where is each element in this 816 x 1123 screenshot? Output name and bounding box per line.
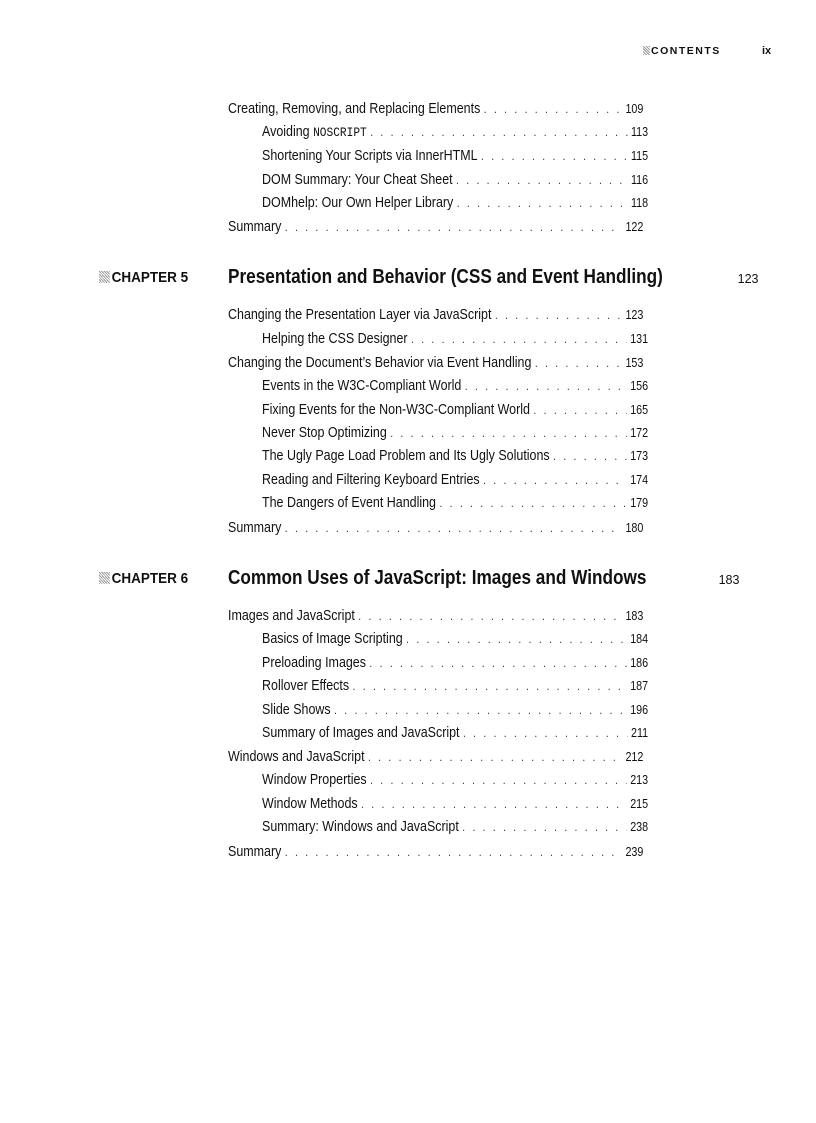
dot-leader bbox=[334, 699, 627, 721]
toc-entry-page: 184 bbox=[630, 632, 649, 646]
dot-leader bbox=[370, 769, 627, 791]
dot-leader bbox=[368, 746, 622, 768]
toc-entry-title: Events in the W3C-Compliant World bbox=[262, 378, 462, 394]
toc-entry-page: 215 bbox=[630, 797, 649, 811]
toc-entry-page: 239 bbox=[625, 845, 644, 859]
dot-leader bbox=[533, 399, 626, 421]
toc-entry[interactable] bbox=[262, 469, 648, 491]
toc-entry-page: 172 bbox=[630, 426, 649, 440]
toc-entry-title: Preloading Images bbox=[262, 655, 366, 671]
toc-entry-page: 213 bbox=[630, 773, 649, 787]
toc-entry[interactable] bbox=[262, 769, 648, 791]
toc-entry-page: 109 bbox=[625, 102, 644, 116]
toc-entry-page: 113 bbox=[630, 125, 649, 139]
toc-entry-code: NOSCRIPT bbox=[313, 125, 367, 140]
toc-entry[interactable] bbox=[262, 399, 648, 421]
toc-entry-page: 196 bbox=[630, 703, 649, 717]
toc-entry-title: Window Properties bbox=[262, 772, 367, 788]
toc-entry-title-text: Avoiding bbox=[262, 124, 314, 140]
toc-entry-title: The Dangers of Event Handling bbox=[262, 495, 437, 511]
toc-entry-title: Changing the Presentation Layer via JavaScript bbox=[228, 307, 492, 323]
toc-entry-title: Slide Shows bbox=[262, 702, 331, 718]
dot-leader bbox=[370, 121, 627, 143]
dot-leader bbox=[358, 605, 622, 627]
dot-leader bbox=[484, 98, 622, 120]
toc-entry-title: Helping the CSS Designer bbox=[262, 331, 408, 347]
toc-entry-title: Fixing Events for the Non-W3C-Compliant World bbox=[262, 402, 530, 418]
chapter-title[interactable] bbox=[228, 264, 759, 290]
toc-entry-title: Summary bbox=[228, 219, 282, 235]
toc-entry-page: 123 bbox=[625, 308, 644, 322]
toc-entry-title: Images and JavaScript bbox=[228, 608, 355, 624]
toc-entry-title: Window Methods bbox=[262, 796, 358, 812]
dot-leader bbox=[369, 652, 626, 674]
toc-entry-title bbox=[262, 121, 367, 144]
toc-entry-title: Shortening Your Scripts via InnerHTML bbox=[262, 148, 478, 164]
toc-entry[interactable] bbox=[228, 841, 643, 863]
chapter-page: 183 bbox=[718, 573, 740, 587]
toc-entry[interactable] bbox=[228, 352, 643, 374]
toc-entry-page: 115 bbox=[630, 149, 649, 163]
dot-leader bbox=[361, 793, 627, 815]
toc-entry[interactable] bbox=[262, 169, 648, 191]
dot-leader bbox=[390, 422, 627, 444]
toc-entry[interactable] bbox=[262, 699, 648, 721]
toc-entry-page: 183 bbox=[625, 609, 644, 623]
toc-entry-title: DOMhelp: Our Own Helper Library bbox=[262, 195, 454, 211]
chapter-page: 123 bbox=[737, 272, 759, 286]
toc-entry[interactable] bbox=[262, 445, 648, 467]
toc-entry[interactable] bbox=[228, 216, 643, 238]
toc-entry-title: DOM Summary: Your Cheat Sheet bbox=[262, 172, 453, 188]
toc-entry-page: 212 bbox=[625, 750, 644, 764]
toc-entry[interactable] bbox=[228, 605, 643, 627]
chapter-title[interactable] bbox=[228, 565, 740, 591]
toc-entry[interactable] bbox=[262, 652, 648, 674]
toc-entry-page: 174 bbox=[630, 473, 649, 487]
dot-leader bbox=[456, 169, 628, 191]
dot-leader bbox=[463, 722, 628, 744]
dot-leader bbox=[285, 216, 622, 238]
toc-entry-page: 173 bbox=[630, 449, 649, 463]
toc-entry[interactable] bbox=[262, 422, 648, 444]
dot-leader bbox=[457, 192, 628, 214]
toc-entry-title: Creating, Removing, and Replacing Elements bbox=[228, 101, 481, 117]
dot-leader bbox=[285, 841, 622, 863]
toc-entry[interactable] bbox=[262, 145, 648, 167]
dot-leader bbox=[411, 328, 627, 350]
toc-entry-page: 131 bbox=[630, 332, 649, 346]
dot-leader bbox=[462, 816, 627, 838]
dot-leader bbox=[553, 445, 627, 467]
toc-entry[interactable] bbox=[228, 517, 643, 539]
toc-entry-page: 211 bbox=[630, 726, 649, 740]
toc-entry-page: 165 bbox=[630, 403, 649, 417]
toc-entry[interactable] bbox=[262, 628, 648, 650]
toc-entry[interactable] bbox=[228, 98, 643, 120]
toc-entry-title: Reading and Filtering Keyboard Entries bbox=[262, 472, 480, 488]
dot-leader bbox=[353, 675, 627, 697]
dot-leader bbox=[495, 304, 622, 326]
toc-entry[interactable] bbox=[262, 722, 648, 744]
dot-leader bbox=[483, 469, 627, 491]
toc-entry-title: Windows and JavaScript bbox=[228, 749, 365, 765]
toc-entry[interactable] bbox=[228, 304, 643, 326]
toc-entry[interactable] bbox=[262, 492, 648, 514]
toc-entry[interactable] bbox=[262, 328, 648, 350]
dot-leader bbox=[439, 492, 626, 514]
chapter-title-text: Common Uses of JavaScript: Images and Windows bbox=[228, 567, 647, 589]
toc-entry-page: 238 bbox=[630, 820, 649, 834]
toc-entry-page: 116 bbox=[630, 173, 649, 187]
dot-leader bbox=[481, 145, 628, 167]
toc-entry-title: Rollover Effects bbox=[262, 678, 350, 694]
toc-entry[interactable] bbox=[262, 675, 648, 697]
dot-leader bbox=[465, 375, 627, 397]
toc-entry[interactable] bbox=[228, 746, 643, 768]
toc-entry-page: 156 bbox=[630, 379, 649, 393]
chapter-title-text: Presentation and Behavior (CSS and Event Handling) bbox=[228, 266, 663, 288]
toc-entry-title: Never Stop Optimizing bbox=[262, 425, 387, 441]
toc-entry-page: 179 bbox=[630, 496, 649, 510]
running-head-label: CONTENTS bbox=[643, 44, 721, 58]
toc-entry[interactable] bbox=[262, 375, 648, 397]
toc-entry[interactable] bbox=[262, 793, 648, 815]
dot-leader bbox=[285, 517, 622, 539]
running-head bbox=[0, 44, 816, 58]
chapter-label: CHAPTER 6 bbox=[99, 567, 188, 591]
dot-leader bbox=[406, 628, 627, 650]
toc-entry-title: Summary: Windows and JavaScript bbox=[262, 819, 459, 835]
toc-entry[interactable] bbox=[262, 192, 648, 214]
running-head-page-number: ix bbox=[762, 45, 772, 57]
toc-entry-page: 187 bbox=[630, 679, 649, 693]
toc-entry-page: 118 bbox=[630, 196, 649, 210]
toc-entry-title: Summary bbox=[228, 844, 282, 860]
toc-entry-page: 122 bbox=[625, 220, 644, 234]
toc-entry-page: 186 bbox=[630, 656, 649, 670]
toc-entry-title: Changing the Document’s Behavior via Event Handling bbox=[228, 355, 532, 371]
toc-entry-title: Summary of Images and JavaScript bbox=[262, 725, 460, 741]
chapter-label: CHAPTER 5 bbox=[99, 266, 188, 290]
toc-entry[interactable] bbox=[262, 121, 648, 143]
toc-entry-title: The Ugly Page Load Problem and Its Ugly Solutions bbox=[262, 448, 550, 464]
toc-entry-title: Summary bbox=[228, 520, 282, 536]
dot-leader bbox=[535, 352, 622, 374]
toc-entry-page: 153 bbox=[625, 356, 644, 370]
toc-entry-title: Basics of Image Scripting bbox=[262, 631, 403, 647]
toc-entry-page: 180 bbox=[625, 521, 644, 535]
toc-entry[interactable] bbox=[262, 816, 648, 838]
